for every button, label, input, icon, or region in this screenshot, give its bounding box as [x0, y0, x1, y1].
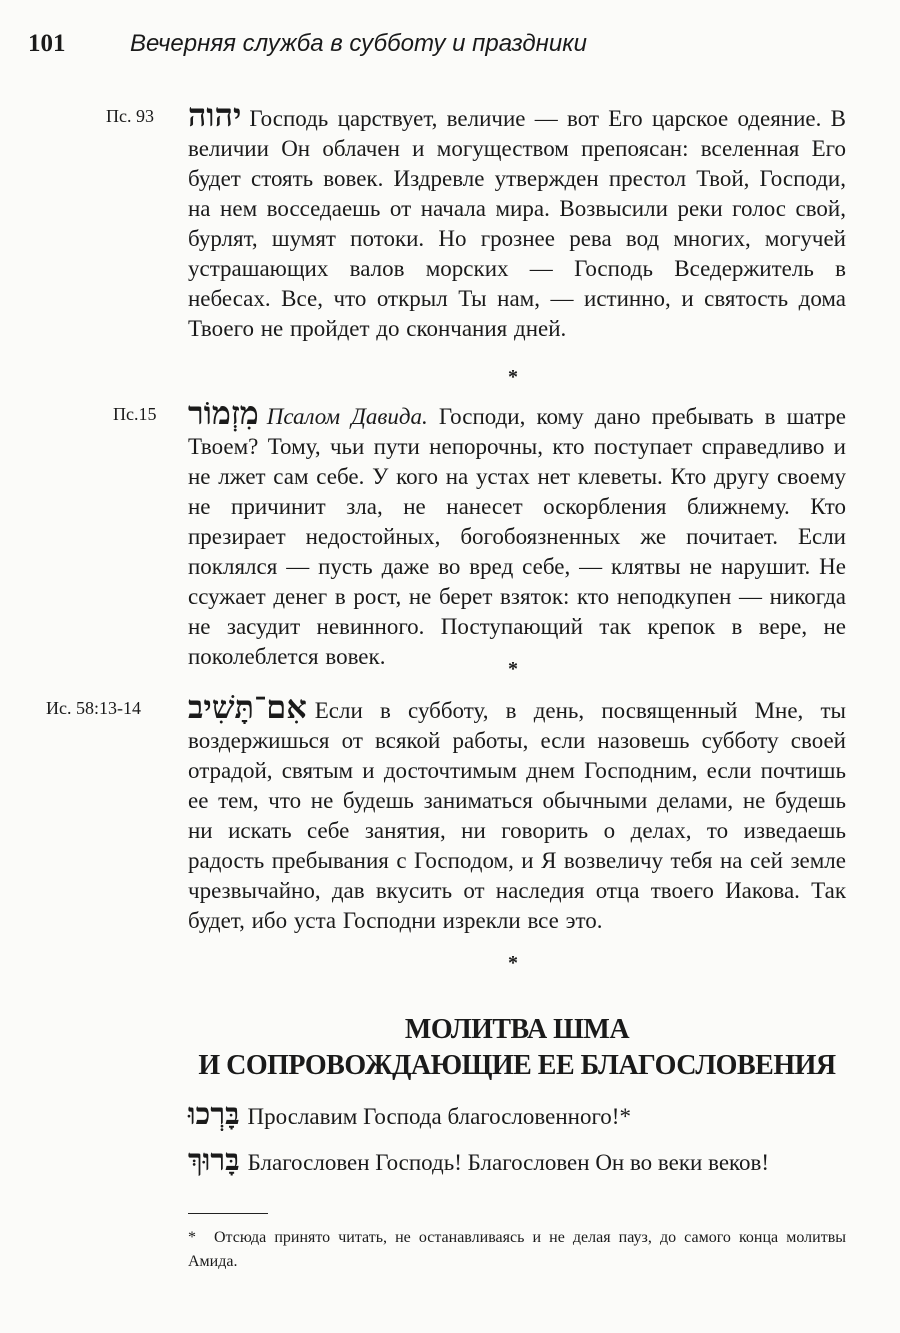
footnote-text: Отсюда принято читать, не останавливаясь и не делая пауз, до самого конца молитвы Амида.	[188, 1229, 846, 1270]
hebrew-incipit: יהוה	[188, 96, 242, 134]
verse-reference: Пс. 93	[106, 106, 154, 126]
footnote-mark: *	[188, 1229, 196, 1246]
section-heading	[188, 1012, 846, 1084]
section-separator: *	[508, 658, 518, 680]
section-separator: *	[508, 952, 518, 974]
footnote-rule	[188, 1213, 268, 1214]
paragraph-text: Господь царствует, величие — вот Его царское одеяние. В величии Он облачен и могуществом препоясан: вселенная Его будет стоять вовек. Издревле утвержден престол Твой, Господи, на нем восседаешь от начала мира. Возвысили реки голос свой, бурлят, шумят потоки. Но грознее рева вод многих, могучей устрашающих валов морских — Господь Вседержитель в небесах. Все, что открыл Ты нам, — истинно, и святость дома Твоего не пройдет до скончания дней.	[188, 106, 846, 341]
section-separator: *	[508, 366, 518, 388]
heading-line-2: И СОПРОВОЖДАЮЩИЕ ЕЕ БЛАГОСЛОВЕНИЯ	[198, 1050, 836, 1081]
verse-reference: Пс.15	[113, 404, 157, 424]
hebrew-incipit: מִזְמוֹר	[188, 394, 259, 432]
paragraph-text: Господи, кому дано пребывать в шатре Твоем? Тому, чьи пути непорочны, кто поступает справедливо и не лжет сам себе. У кого на устах нет клеветы. Кто другу своему не причинит зла, не нанесет оскорбления ближнему. Кто презирает недостойных, богобоязненных же почитает. Если поклялся — пусть даже во вред себе, — клятвы не нарушит. Не ссужает денег в рост, не берет взяток: кто неподкупен — никогда не засудит невинного. Поступающий так крепок в вере, не поколеблется вовек.	[188, 404, 846, 669]
section-isaiah-58	[28, 688, 848, 936]
verse-reference: Ис. 58:13-14	[46, 698, 141, 718]
blessing-text: Прославим Господа благословенного!*	[247, 1104, 631, 1129]
hebrew-word: בָּרוּךְ	[188, 1143, 240, 1178]
section-psalm-15	[28, 394, 848, 672]
section-paragraph	[188, 96, 846, 344]
page-header	[28, 30, 848, 60]
section-psalm-93	[28, 96, 848, 344]
blessing-line	[188, 1097, 848, 1132]
blessing-text: Благословен Господь! Благословен Он во веки веков!	[247, 1150, 770, 1175]
page-number: 101	[28, 30, 66, 57]
psalm-title: Псалом Давида.	[266, 404, 428, 429]
blessing-line	[188, 1143, 848, 1178]
section-paragraph	[188, 688, 846, 936]
hebrew-word: בָּרְכוּ	[188, 1097, 240, 1132]
running-title: Вечерняя служба в субботу и праздники	[130, 30, 587, 57]
heading-line-1: МОЛИТВА ШМА	[404, 1014, 630, 1045]
footnote	[188, 1226, 846, 1274]
paragraph-text: Если в субботу, в день, посвященный Мне, ты воздержишься от всякой работы, если назовешь субботу своей отрадой, святым и досточтимым днем Господним, если почтишь ее тем, что не будешь заниматься обычными делами, не будешь ни искать себе занятия, ни говорить о делах, то изведаешь радость пребывания с Господом, и Я возвеличу тебя на сей земле чрезвычайно, дав вкусить от наследия отца твоего Иакова. Так будет, ибо уста Господни изрекли все это.	[188, 698, 846, 933]
hebrew-incipit: אִם־תָּשִׁיב	[188, 688, 307, 726]
section-paragraph	[188, 394, 846, 672]
